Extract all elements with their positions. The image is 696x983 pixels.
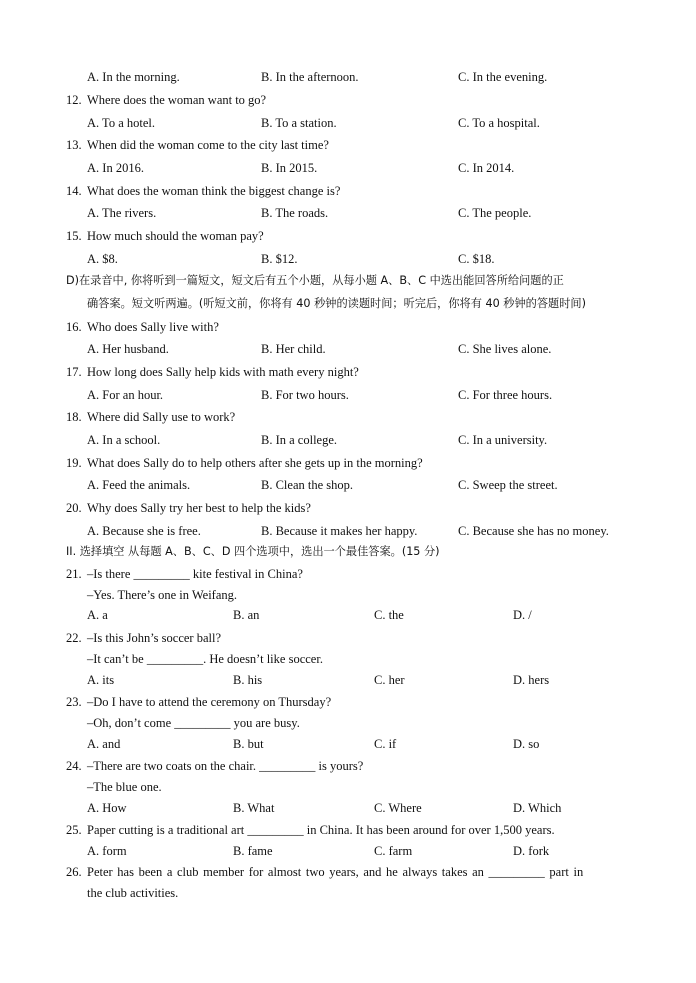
q20-question xyxy=(0,499,696,517)
q17-options xyxy=(0,386,696,404)
section-d-text-2: 确答案。短文听两遍。(听短文前，你将有 40 秒钟的读题时间；听完后，你将有 40 秒钟的答题时间) xyxy=(87,297,586,310)
q15-option-a[interactable]: A. $8. xyxy=(87,252,118,266)
q24-option-a[interactable]: A. How xyxy=(87,801,127,815)
q18-text: Where did Sally use to work? xyxy=(87,410,236,424)
q21-line1: –Is there _________ kite festival in China? xyxy=(87,567,303,581)
q24-line1: –There are two coats on the chair. _________ is yours? xyxy=(87,759,364,773)
q22-option-b[interactable]: B. his xyxy=(233,673,263,687)
q12-option-b[interactable]: B. To a station. xyxy=(261,116,337,130)
q13-option-b[interactable]: B. In 2015. xyxy=(261,161,318,175)
q24-number: 24. xyxy=(66,759,82,773)
q13-option-c[interactable]: C. In 2014. xyxy=(458,161,515,175)
q21-options xyxy=(0,606,696,624)
q21-option-a[interactable]: A. a xyxy=(87,608,108,622)
q23-option-d[interactable]: D. so xyxy=(513,737,540,751)
q25-option-c[interactable]: C. farm xyxy=(374,844,413,858)
q21-option-d[interactable]: D. / xyxy=(513,608,532,622)
q18-option-c[interactable]: C. In a university. xyxy=(458,433,548,447)
q23-option-c[interactable]: C. if xyxy=(374,737,397,751)
q17-option-c[interactable]: C. For three hours. xyxy=(458,388,553,402)
q17-option-b[interactable]: B. For two hours. xyxy=(261,388,349,402)
q26-number: 26. xyxy=(66,865,82,879)
q25-option-a[interactable]: A. form xyxy=(87,844,127,858)
q23-options xyxy=(0,735,696,753)
q16-option-c[interactable]: C. She lives alone. xyxy=(458,342,552,356)
q26-stem xyxy=(0,863,696,881)
q11-option-a[interactable]: A. In the morning. xyxy=(87,70,180,84)
q18-option-b[interactable]: B. In a college. xyxy=(261,433,338,447)
q12-question xyxy=(0,91,696,109)
q13-number: 13. xyxy=(66,138,82,152)
q22-options xyxy=(0,671,696,689)
q14-option-c[interactable]: C. The people. xyxy=(458,206,532,220)
q23-line2: –Oh, don’t come _________ you are busy. xyxy=(87,716,300,730)
q21-option-b[interactable]: B. an xyxy=(233,608,260,622)
q16-question xyxy=(0,318,696,336)
q25-stem xyxy=(0,821,696,839)
q24-dialogue xyxy=(0,778,696,796)
q18-option-a[interactable]: A. In a school. xyxy=(87,433,161,447)
q23-stem xyxy=(0,693,696,711)
q23-option-b[interactable]: B. but xyxy=(233,737,264,751)
q22-line2: –It can’t be _________. He doesn’t like soccer. xyxy=(87,652,323,666)
q26-line2: the club activities. xyxy=(87,886,179,900)
q19-question xyxy=(0,454,696,472)
q24-stem xyxy=(0,757,696,775)
q23-option-a[interactable]: A. and xyxy=(87,737,121,751)
q22-option-c[interactable]: C. her xyxy=(374,673,405,687)
q15-text: How much should the woman pay? xyxy=(87,229,264,243)
q13-option-a[interactable]: A. In 2016. xyxy=(87,161,144,175)
q20-option-b[interactable]: B. Because it makes her happy. xyxy=(261,524,418,538)
q14-number: 14. xyxy=(66,184,82,198)
section-ii-heading xyxy=(0,543,696,561)
q13-question xyxy=(0,136,696,154)
q19-option-b[interactable]: B. Clean the shop. xyxy=(261,478,354,492)
q21-option-c[interactable]: C. the xyxy=(374,608,404,622)
q23-number: 23. xyxy=(66,695,82,709)
q24-options xyxy=(0,799,696,817)
q19-number: 19. xyxy=(66,456,82,470)
q22-dialogue xyxy=(0,650,696,668)
q18-number: 18. xyxy=(66,410,82,424)
q17-option-a[interactable]: A. For an hour. xyxy=(87,388,164,402)
q17-number: 17. xyxy=(66,365,82,379)
q19-options xyxy=(0,476,696,494)
q15-number: 15. xyxy=(66,229,82,243)
q22-option-a[interactable]: A. its xyxy=(87,673,115,687)
q22-number: 22. xyxy=(66,631,82,645)
q25-option-d[interactable]: D. fork xyxy=(513,844,550,858)
q11-options xyxy=(0,68,696,86)
q17-question xyxy=(0,363,696,381)
q25-options xyxy=(0,842,696,860)
q18-question xyxy=(0,408,696,426)
q21-dialogue xyxy=(0,586,696,604)
q16-text: Who does Sally live with? xyxy=(87,320,219,334)
q26-continuation xyxy=(0,884,696,902)
q17-text: How long does Sally help kids with math every night? xyxy=(87,365,359,379)
q15-question xyxy=(0,227,696,245)
q19-option-c[interactable]: C. Sweep the street. xyxy=(458,478,558,492)
section-d-instructions-line1 xyxy=(0,272,696,290)
q24-line2: –The blue one. xyxy=(87,780,162,794)
q12-text: Where does the woman want to go? xyxy=(87,93,267,107)
q11-option-c[interactable]: C. In the evening. xyxy=(458,70,548,84)
q15-option-b[interactable]: B. $12. xyxy=(261,252,298,266)
q23-dialogue xyxy=(0,714,696,732)
q22-stem xyxy=(0,629,696,647)
q12-option-a[interactable]: A. To a hotel. xyxy=(87,116,155,130)
q21-line2: –Yes. There’s one in Weifang. xyxy=(87,588,238,602)
q22-option-d[interactable]: D. hers xyxy=(513,673,550,687)
q19-option-a[interactable]: A. Feed the animals. xyxy=(87,478,191,492)
q20-option-a[interactable]: A. Because she is free. xyxy=(87,524,201,538)
q15-option-c[interactable]: C. $18. xyxy=(458,252,495,266)
q15-options xyxy=(0,250,696,268)
q18-options xyxy=(0,431,696,449)
q14-text: What does the woman think the biggest change is? xyxy=(87,184,341,198)
q21-number: 21. xyxy=(66,567,82,581)
q21-stem xyxy=(0,565,696,583)
q22-line1: –Is this John’s soccer ball? xyxy=(87,631,222,645)
section-d-text-1: D)在录音中, 你将听到一篇短文，短文后有五个小题，从每小题 A、B、C 中选出能回答所给问题的正 xyxy=(66,274,564,287)
q12-options xyxy=(0,114,696,132)
q11-option-b[interactable]: B. In the afternoon. xyxy=(261,70,359,84)
q14-options xyxy=(0,204,696,222)
q16-number: 16. xyxy=(66,320,82,334)
q13-options xyxy=(0,159,696,177)
q25-number: 25. xyxy=(66,823,82,837)
q16-option-a[interactable]: A. Her husband. xyxy=(87,342,169,356)
q16-options xyxy=(0,340,696,358)
q20-option-c[interactable]: C. Because she has no money. xyxy=(458,524,609,538)
q24-option-b[interactable]: B. What xyxy=(233,801,275,815)
section-d-instructions-line2 xyxy=(0,295,696,313)
q12-option-c[interactable]: C. To a hospital. xyxy=(458,116,540,130)
q20-text: Why does Sally try her best to help the kids? xyxy=(87,501,311,515)
q16-option-b[interactable]: B. Her child. xyxy=(261,342,326,356)
q26-line1: Peter has been a club member for almost two years, and he always takes an _________ part in xyxy=(87,865,584,879)
q25-line1: Paper cutting is a traditional art _________ in China. It has been around for over 1,500 years. xyxy=(87,823,555,837)
q20-number: 20. xyxy=(66,501,82,515)
q14-question xyxy=(0,182,696,200)
q12-number: 12. xyxy=(66,93,82,107)
q24-option-d[interactable]: D. Which xyxy=(513,801,562,815)
q13-text: When did the woman come to the city last time? xyxy=(87,138,329,152)
q19-text: What does Sally do to help others after she gets up in the morning? xyxy=(87,456,423,470)
q20-options xyxy=(0,522,696,540)
q23-line1: –Do I have to attend the ceremony on Thursday? xyxy=(87,695,332,709)
q14-option-a[interactable]: A. The rivers. xyxy=(87,206,157,220)
q14-option-b[interactable]: B. The roads. xyxy=(261,206,329,220)
q25-option-b[interactable]: B. fame xyxy=(233,844,273,858)
q24-option-c[interactable]: C. Where xyxy=(374,801,422,815)
section-ii-text: II. 选择填空 从每题 A、B、C、D 四个选项中，选出一个最佳答案。(15 分) xyxy=(66,545,440,558)
